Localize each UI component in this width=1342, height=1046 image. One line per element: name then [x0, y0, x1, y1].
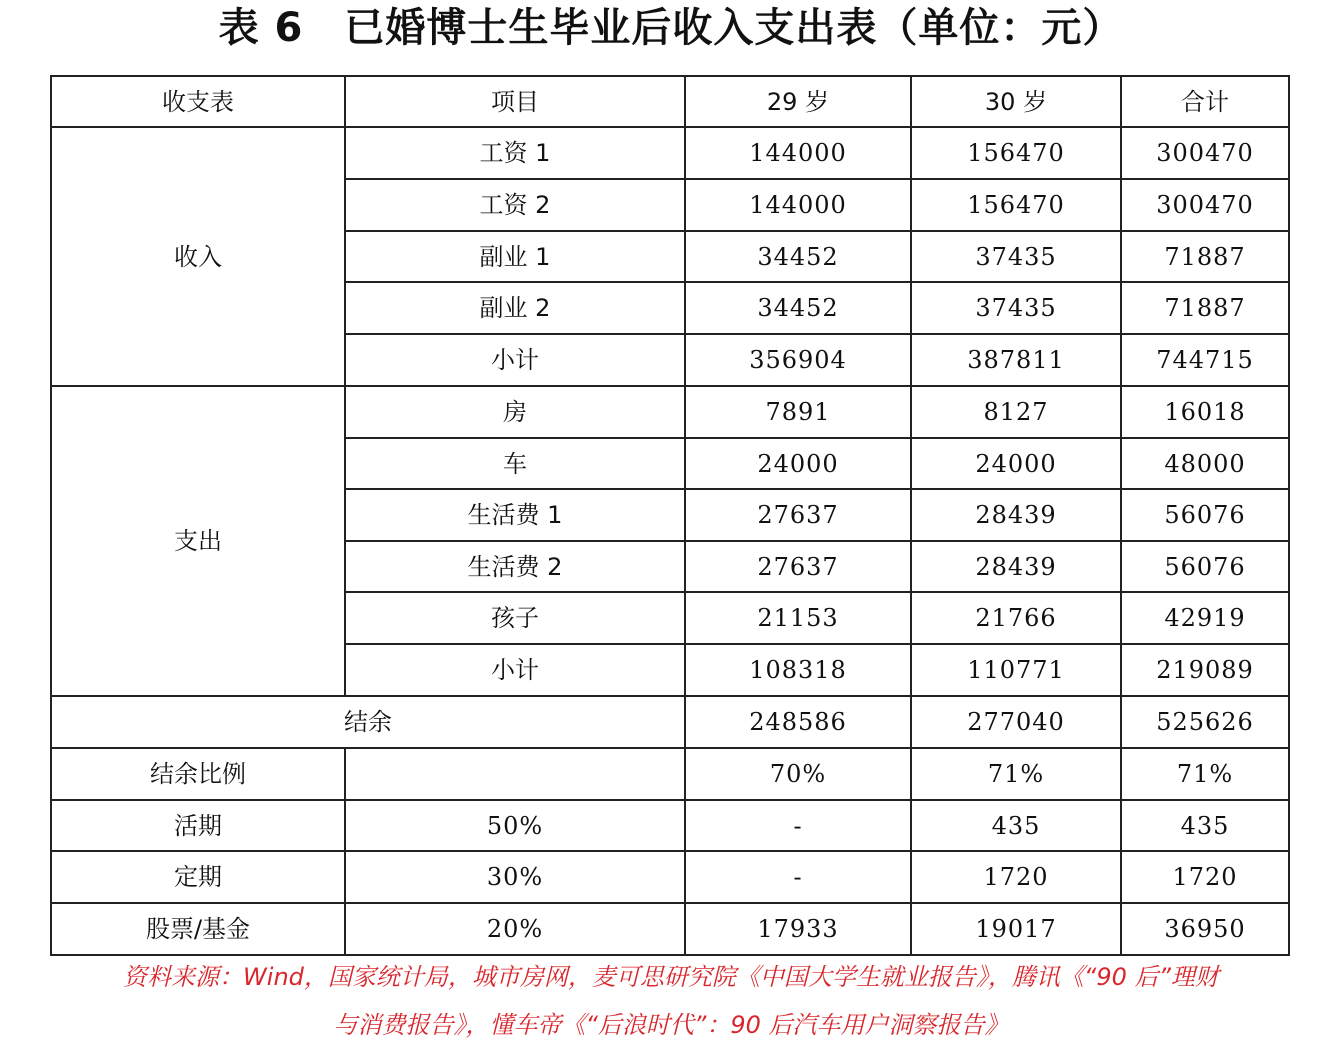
- value-cell: 56076: [1121, 541, 1289, 592]
- value-cell: 144000: [685, 127, 911, 179]
- item-cell: 小计: [345, 334, 685, 386]
- ratio-row: [51, 748, 1289, 800]
- table-title: 表 6 已婚博士生毕业后收入支出表（单位：元）: [218, 5, 1124, 51]
- value-cell: 71%: [911, 748, 1121, 800]
- value-cell: 27637: [685, 489, 911, 541]
- item-cell: [345, 748, 685, 800]
- value-cell: 37435: [911, 231, 1121, 282]
- value-cell: 744715: [1121, 334, 1289, 386]
- value-cell: 156470: [911, 127, 1121, 179]
- source-note-line-2: 与消费报告》，懂车帝《“后浪时代”：90 后汽车用户洞察报告》: [333, 1011, 1009, 1039]
- value-cell: 1720: [1121, 851, 1289, 903]
- allocation-label: 活期: [51, 800, 345, 851]
- value-cell: 108318: [685, 644, 911, 696]
- item-cell: 小计: [345, 644, 685, 696]
- value-cell: 19017: [911, 903, 1121, 955]
- value-cell: 1720: [911, 851, 1121, 903]
- allocation-row: [51, 851, 1289, 903]
- allocation-label: 股票/基金: [51, 903, 345, 955]
- item-cell: 房: [345, 386, 685, 438]
- item-cell: 生活费 1: [345, 489, 685, 541]
- value-cell: 34452: [685, 282, 911, 334]
- header-cell: 29 岁: [685, 76, 911, 127]
- value-cell: 36950: [1121, 903, 1289, 955]
- income-group-label: 收入: [51, 127, 345, 386]
- allocation-label: 定期: [51, 851, 345, 903]
- allocation-pct: 30%: [345, 851, 685, 903]
- value-cell: 435: [911, 800, 1121, 851]
- value-cell: 156470: [911, 179, 1121, 231]
- value-cell: 356904: [685, 334, 911, 386]
- ratio-label: 结余比例: [51, 748, 345, 800]
- item-cell: 工资 1: [345, 127, 685, 179]
- value-cell: -: [685, 800, 911, 851]
- value-cell: 277040: [911, 696, 1121, 748]
- item-cell: 孩子: [345, 592, 685, 644]
- source-note-line-1: 资料来源：Wind，国家统计局，城市房网，麦可思研究院《中国大学生就业报告》，腾讯《“90 后”理财: [123, 963, 1219, 991]
- allocation-row: [51, 800, 1289, 851]
- header-cell: 30 岁: [911, 76, 1121, 127]
- income-expense-table: [50, 75, 1290, 956]
- item-cell: 副业 2: [345, 282, 685, 334]
- value-cell: 219089: [1121, 644, 1289, 696]
- value-cell: 24000: [685, 438, 911, 489]
- value-cell: 71887: [1121, 282, 1289, 334]
- value-cell: -: [685, 851, 911, 903]
- expense-group-label: 支出: [51, 386, 345, 696]
- value-cell: 21766: [911, 592, 1121, 644]
- table-row: [51, 386, 1289, 438]
- value-cell: 28439: [911, 489, 1121, 541]
- item-cell: 副业 1: [345, 231, 685, 282]
- value-cell: 248586: [685, 696, 911, 748]
- value-cell: 300470: [1121, 179, 1289, 231]
- item-cell: 工资 2: [345, 179, 685, 231]
- value-cell: 387811: [911, 334, 1121, 386]
- allocation-pct: 20%: [345, 903, 685, 955]
- value-cell: 34452: [685, 231, 911, 282]
- table-row: [51, 127, 1289, 179]
- item-cell: 生活费 2: [345, 541, 685, 592]
- header-cell: 收支表: [51, 76, 345, 127]
- value-cell: 16018: [1121, 386, 1289, 438]
- header-cell: 项目: [345, 76, 685, 127]
- value-cell: 71%: [1121, 748, 1289, 800]
- value-cell: 37435: [911, 282, 1121, 334]
- balance-label: 结余: [51, 696, 685, 748]
- value-cell: 110771: [911, 644, 1121, 696]
- value-cell: 42919: [1121, 592, 1289, 644]
- value-cell: 48000: [1121, 438, 1289, 489]
- balance-row: [51, 696, 1289, 748]
- value-cell: 8127: [911, 386, 1121, 438]
- value-cell: 525626: [1121, 696, 1289, 748]
- value-cell: 27637: [685, 541, 911, 592]
- value-cell: 144000: [685, 179, 911, 231]
- value-cell: 435: [1121, 800, 1289, 851]
- allocation-row: [51, 903, 1289, 955]
- value-cell: 28439: [911, 541, 1121, 592]
- value-cell: 70%: [685, 748, 911, 800]
- value-cell: 300470: [1121, 127, 1289, 179]
- header-row: [51, 76, 1289, 127]
- value-cell: 56076: [1121, 489, 1289, 541]
- allocation-pct: 50%: [345, 800, 685, 851]
- value-cell: 21153: [685, 592, 911, 644]
- value-cell: 7891: [685, 386, 911, 438]
- value-cell: 24000: [911, 438, 1121, 489]
- value-cell: 17933: [685, 903, 911, 955]
- item-cell: 车: [345, 438, 685, 489]
- value-cell: 71887: [1121, 231, 1289, 282]
- header-cell: 合计: [1121, 76, 1289, 127]
